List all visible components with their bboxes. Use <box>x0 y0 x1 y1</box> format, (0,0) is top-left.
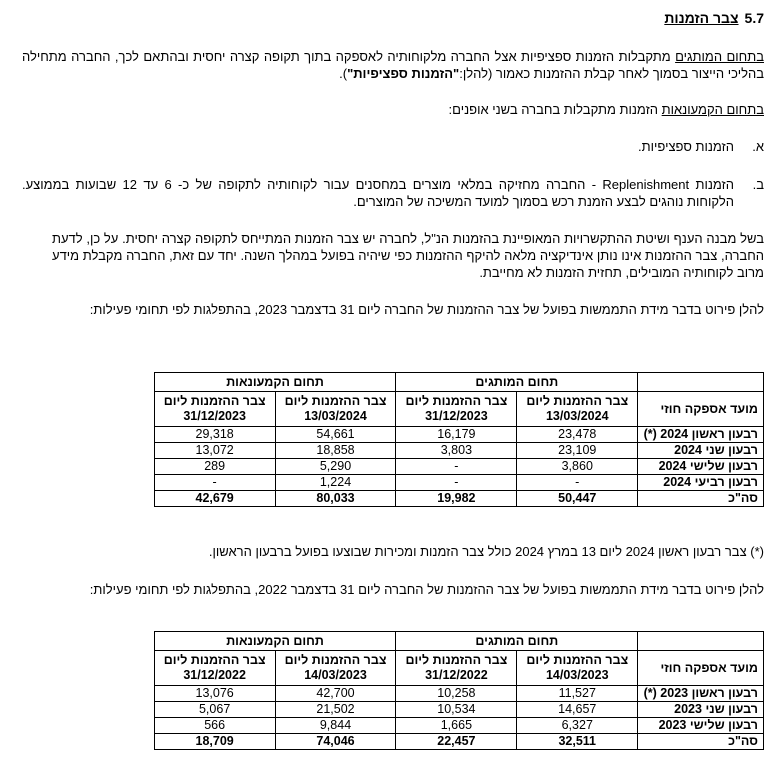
table-cell: 74,046 <box>275 734 396 750</box>
list-item-text: הזמנות ספציפיות. <box>638 139 734 154</box>
table-cell: 3,803 <box>396 443 517 459</box>
row-label: רבעון שני 2023 <box>638 702 764 718</box>
table-cell: 23,478 <box>517 427 638 443</box>
table-cell: 29,318 <box>154 427 275 443</box>
header-brands-previous: צבר ההזמנות ליום 31/12/2023 <box>396 392 517 427</box>
header-brands-current: צבר ההזמנות ליום 14/03/2023 <box>517 651 638 686</box>
table-row <box>23 702 764 718</box>
section-heading <box>664 10 764 26</box>
table-row <box>23 443 764 459</box>
table-cell: - <box>396 459 517 475</box>
table-corner <box>638 632 764 651</box>
group-retail: תחום הקמעונאות <box>154 373 396 392</box>
list-marker: ב. <box>752 177 764 192</box>
table-cell: - <box>396 475 517 491</box>
table-group-row <box>23 632 764 651</box>
table-header-row <box>23 651 764 686</box>
table-cell: 9,844 <box>275 718 396 734</box>
table-cell: 16,179 <box>396 427 517 443</box>
list-item-text: הזמנות Replenishment - החברה מחזיקה במלאי מוצרים במחסנים עבור לקוחותיה לתקופה של כ- 6 עד 12 שבועות בממוצע. הלקוחות נוהגים לבצע הזמנת רכש בסמוך למועד המשיכה של המוצרים. <box>22 177 734 209</box>
header-brands-previous: צבר ההזמנות ליום 31/12/2022 <box>396 651 517 686</box>
list-item <box>22 176 764 210</box>
table-cell: 13,076 <box>154 686 275 702</box>
footnote: (*) צבר רבעון ראשון 2024 ליום 13 במרץ 2024 כולל צבר הזמנות ומכירות שבוצעו בפועל ברבעון הראשון. <box>208 544 764 559</box>
table-cell: 21,502 <box>275 702 396 718</box>
table-cell: 18,858 <box>275 443 396 459</box>
table-row <box>23 475 764 491</box>
table-row <box>23 459 764 475</box>
defined-term: "הזמנות ספציפיות" <box>347 66 460 81</box>
row-label: רבעון ראשון 2024 (*) <box>638 427 764 443</box>
brands-lead: בתחום המותגים <box>675 49 764 64</box>
detail-2022-paragraph: להלן פירוט בדבר מידת התממשות בפועל של צבר ההזמנות של החברה ליום 31 בדצמבר 2022, בהתפלגות לפי תחומי פעילות: <box>89 582 764 597</box>
table-row <box>23 718 764 734</box>
table-cell: 23,109 <box>517 443 638 459</box>
backlog-table-2022 <box>22 631 764 750</box>
table-cell: - <box>154 475 275 491</box>
table-cell: 54,661 <box>275 427 396 443</box>
table-cell: 14,657 <box>517 702 638 718</box>
section-title: צבר הזמנות <box>664 10 739 26</box>
table-row <box>23 686 764 702</box>
detail-2023-paragraph: להלן פירוט בדבר מידת התממשות בפועל של צבר ההזמנות של החברה ליום 31 בדצמבר 2023, בהתפלגות לפי תחומי פעילות: <box>89 302 764 317</box>
table-cell: 42,700 <box>275 686 396 702</box>
retail-intro-paragraph <box>22 101 764 118</box>
table-total-row <box>23 734 764 750</box>
table-cell: 19,982 <box>396 491 517 507</box>
list-item <box>22 138 764 155</box>
table-cell: 11,527 <box>517 686 638 702</box>
group-retail: תחום הקמעונאות <box>154 632 396 651</box>
table-cell: 80,033 <box>275 491 396 507</box>
table-group-row <box>23 373 764 392</box>
header-retail-current: צבר ההזמנות ליום 14/03/2023 <box>275 651 396 686</box>
table-cell: 289 <box>154 459 275 475</box>
row-label: רבעון ראשון 2023 (*) <box>638 686 764 702</box>
section-number: 5.7 <box>744 10 764 26</box>
backlog-table-2023 <box>22 372 764 507</box>
table-cell: 10,534 <box>396 702 517 718</box>
total-label: סה"כ <box>638 734 764 750</box>
row-label: רבעון שלישי 2024 <box>638 459 764 475</box>
header-supply-date: מועד אספקה חוזי <box>638 392 764 427</box>
table-cell: 50,447 <box>517 491 638 507</box>
row-label: רבעון רביעי 2024 <box>638 475 764 491</box>
header-retail-current: צבר ההזמנות ליום 13/03/2024 <box>275 392 396 427</box>
table-cell: 18,709 <box>154 734 275 750</box>
group-brands: תחום המותגים <box>396 373 638 392</box>
table-cell: 566 <box>154 718 275 734</box>
brands-intro-paragraph <box>22 48 764 82</box>
table-cell: 32,511 <box>517 734 638 750</box>
total-label: סה"כ <box>638 491 764 507</box>
group-brands: תחום המותגים <box>396 632 638 651</box>
brands-intro-text: מתקבלות הזמנות ספציפיות אצל החברה מלקוחותיה לאספקה בתוך תקופה קצרה יחסית ובהתאם לכך, החברה מתחילה בהליכי הייצור בסמוך לאחר קבלת ההזמנות כאמור (להלן: <box>22 49 764 81</box>
header-supply-date: מועד אספקה חוזי <box>638 651 764 686</box>
table-cell: - <box>517 475 638 491</box>
retail-intro-text: הזמנות מתקבלות בחברה בשני אופנים: <box>448 102 662 117</box>
table-cell: 6,327 <box>517 718 638 734</box>
table-total-row <box>23 491 764 507</box>
header-retail-previous: צבר ההזמנות ליום 31/12/2023 <box>154 392 275 427</box>
table-cell: 10,258 <box>396 686 517 702</box>
table-cell: 5,067 <box>154 702 275 718</box>
header-retail-previous: צבר ההזמנות ליום 31/12/2022 <box>154 651 275 686</box>
brands-intro-tail: ). <box>339 66 348 81</box>
row-label: רבעון שלישי 2023 <box>638 718 764 734</box>
table-cell: 1,224 <box>275 475 396 491</box>
retail-lead: בתחום הקמעונאות <box>661 102 764 117</box>
table-cell: 3,860 <box>517 459 638 475</box>
table-row <box>23 427 764 443</box>
row-label: רבעון שני 2024 <box>638 443 764 459</box>
table-corner <box>638 373 764 392</box>
table-cell: 13,072 <box>154 443 275 459</box>
structure-paragraph: בשל מבנה הענף ושיטת ההתקשרויות המאופיינת בהזמנות הנ"ל, לחברה יש צבר הזמנות המתייחס לתקופה קצרה יחסית. על כן, לדעת החברה, צבר ההזמנות אינו נותן אינדיקציה מלאה להיקף ההזמנות כפי שיהיה בפועל במהלך השנה. יחד עם זאת, החברה מקבלת מידע מרוב לקוחותיה המובילים, תחזית הזמנות לא מחייבת. <box>52 231 764 280</box>
table-header-row <box>23 392 764 427</box>
table-cell: 42,679 <box>154 491 275 507</box>
header-brands-current: צבר ההזמנות ליום 13/03/2024 <box>517 392 638 427</box>
table-cell: 22,457 <box>396 734 517 750</box>
list-marker: א. <box>752 139 764 154</box>
table-cell: 5,290 <box>275 459 396 475</box>
table-cell: 1,665 <box>396 718 517 734</box>
